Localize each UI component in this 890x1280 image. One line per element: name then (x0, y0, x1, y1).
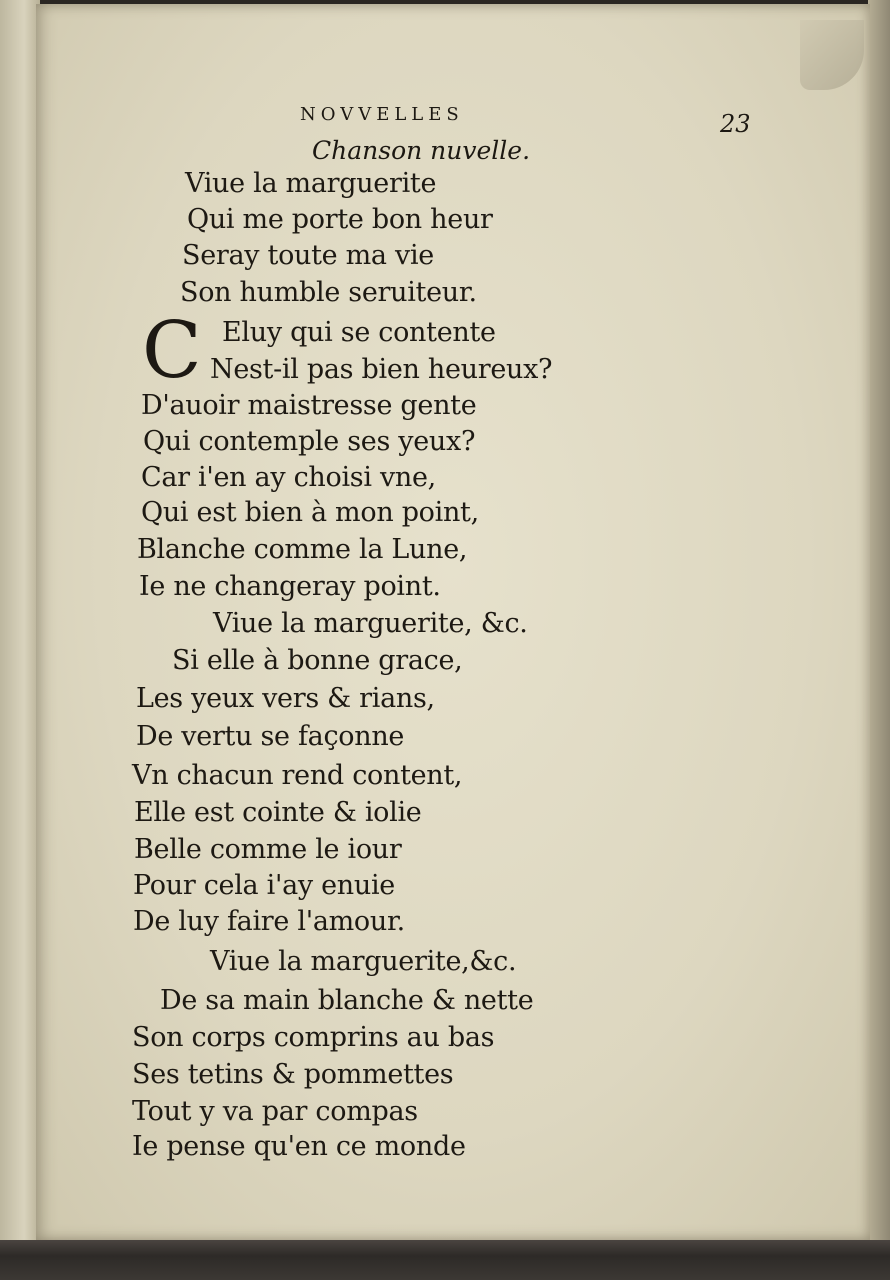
verse-line: Blanche comme la Lune, (137, 534, 468, 565)
verse-line: Elle est cointe & iolie (134, 797, 422, 828)
verse-line: Qui contemple ses yeux? (143, 426, 476, 457)
binding-edge (0, 1240, 890, 1280)
verse-line: Nest-il pas bien heureux? (210, 354, 553, 385)
verse-line: Ses tetins & pommettes (132, 1059, 454, 1090)
verse-line: Ie ne changeray point. (139, 571, 441, 602)
running-header: NOVVELLES (300, 104, 464, 125)
verse-line: Vn chacun rend content, (132, 760, 463, 791)
verse-line: Pour cela i'ay enuie (133, 870, 395, 901)
verse-line: Belle comme le iour (134, 834, 402, 865)
song-title: Chanson nuvelle. (312, 136, 531, 165)
verse-line: Ie pense qu'en ce monde (132, 1131, 466, 1162)
page-fore-edge (868, 0, 890, 1240)
left-page-edge (0, 0, 40, 1240)
verse-line: Viue la marguerite, &c. (213, 608, 528, 639)
verse-line: Seray toute ma vie (182, 240, 434, 271)
verse-line: Si elle à bonne grace, (172, 645, 463, 676)
verse-line: Tout y va par compas (132, 1096, 418, 1127)
verse-line: D'auoir maistresse gente (141, 390, 477, 421)
verse-line: Son humble seruiteur. (180, 277, 477, 308)
verse-line: Les yeux vers & rians, (136, 683, 435, 714)
drop-cap: C (142, 306, 202, 396)
verse-line: De sa main blanche & nette (160, 985, 534, 1016)
verse-line: Qui me porte bon heur (187, 204, 493, 235)
page-number: 23 (720, 110, 751, 138)
verse-line: Eluy qui se contente (222, 317, 496, 348)
verse-line: Car i'en ay choisi vne, (141, 462, 436, 493)
verse-line: Viue la marguerite (185, 168, 437, 199)
verse-line: De luy faire l'amour. (133, 906, 405, 937)
verse-line: Son corps comprins au bas (132, 1022, 495, 1053)
verse-line: De vertu se façonne (136, 721, 405, 752)
verse-line: Qui est bien à mon point, (141, 497, 479, 528)
verse-line: Viue la marguerite,&c. (210, 946, 517, 977)
